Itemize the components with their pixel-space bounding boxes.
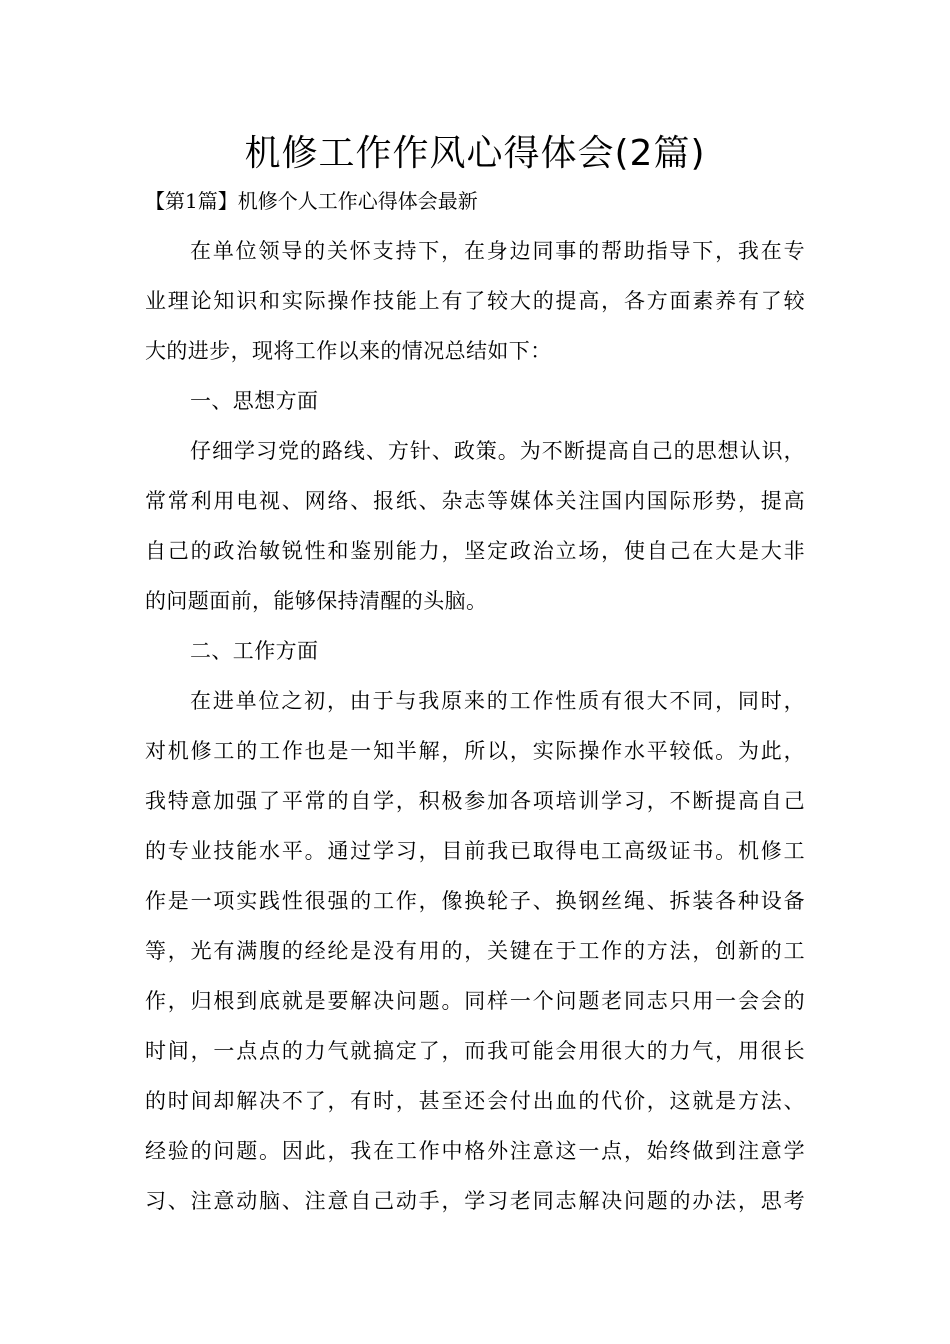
paragraph-line: 在进单位之初，由于与我原来的工作性质有很大不同，同时，	[190, 689, 805, 713]
paragraph-line: 我特意加强了平常的自学，积极参加各项培训学习，不断提高自己	[145, 789, 805, 813]
paragraph-line: 习、注意动脑、注意自己动手，学习老同志解决问题的办法，思考	[145, 1189, 805, 1213]
paragraph-line: 作是一项实践性很强的工作，像换轮子、换钢丝绳、拆装各种设备	[145, 889, 805, 913]
subheading: 二、工作方面	[190, 639, 319, 663]
paragraph-line: 对机修工的工作也是一知半解，所以，实际操作水平较低。为此，	[145, 739, 805, 763]
paragraph-line: 作，归根到底就是要解决问题。同样一个问题老同志只用一会会的	[145, 989, 805, 1013]
paragraph-line: 的时间却解决不了，有时，甚至还会付出血的代价，这就是方法、	[145, 1089, 805, 1113]
paragraph-line: 大的进步，现将工作以来的情况总结如下：	[145, 339, 552, 363]
paragraph-line: 仔细学习党的路线、方针、政策。为不断提高自己的思想认识，	[190, 439, 805, 463]
paragraph-line: 的问题面前，能够保持清醒的头脑。	[145, 589, 488, 613]
paragraph-line: 自己的政治敏锐性和鉴别能力，坚定政治立场，使自己在大是大非	[145, 539, 805, 563]
paragraph-line: 的专业技能水平。通过学习，目前我已取得电工高级证书。机修工	[145, 839, 805, 863]
paragraph-line: 等，光有满腹的经纶是没有用的，关键在于工作的方法，创新的工	[145, 939, 805, 963]
document-title: 机修工作作风心得体会(2篇)	[244, 133, 706, 174]
paragraph-line: 常常利用电视、网络、报纸、杂志等媒体关注国内国际形势，提高	[145, 489, 805, 513]
paragraph-line: 经验的问题。因此，我在工作中格外注意这一点，始终做到注意学	[145, 1139, 805, 1163]
subheading: 一、思想方面	[190, 389, 319, 413]
paragraph-line: 在单位领导的关怀支持下，在身边同事的帮助指导下，我在专	[190, 239, 805, 263]
section-heading: 【第1篇】机修个人工作心得体会最新	[145, 189, 478, 213]
paragraph-line: 时间，一点点的力气就搞定了，而我可能会用很大的力气，用很长	[145, 1039, 805, 1063]
paragraph-line: 业理论知识和实际操作技能上有了较大的提高，各方面素养有了较	[145, 289, 805, 313]
